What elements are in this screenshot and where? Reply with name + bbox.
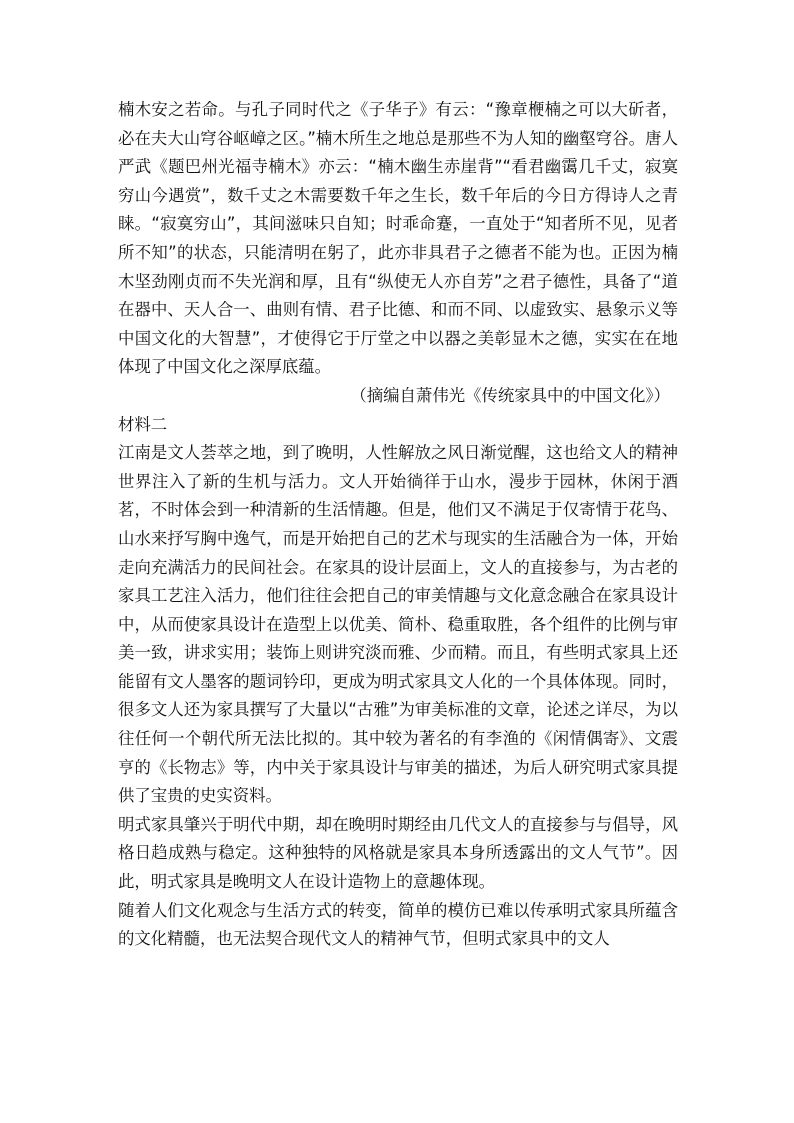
source-note: （摘编自萧伟光《传统家具中的中国文化》） [350,385,670,405]
document-page [118,96,678,954]
paragraph-mingshi: 明式家具肇兴于明代中期，却在晚明时期经由几代文人的直接参与与倡导，风格日趋成熟与稳定。这种独特的风格就是家具本身所透露出的文人气节”。因此，明式家具是晚明文人在设计造物上的意趣体现。 [118,814,678,892]
paragraph-modern: 随着人们文化观念与生活方式的转变，简单的模仿已难以传承明式家具所蕴含的文化精髓，也无法契合现代文人的精神气节，但明式家具中的文人 [118,900,678,949]
paragraph-jiangnan: 江南是文人荟萃之地，到了晚明，人性解放之风日渐觉醒，这也给文人的精神世界注入了新的生机与活力。文人开始徜徉于山水，漫步于园林，休闲于酒茗，不时体会到一种清新的生活情趣。但是，他们又不满足于仅寄情于花鸟、山水来抒写胸中逸气，而是开始把自己的艺术与现实的生活融合为一体，开始走向充满活力的民间社会。在家具的设计层面上，文人的直接参与，为古老的家具工艺注入活力，他们往往会把自己的审美情趣与文化意念融合在家具设计中，从而使家具设计在造型上以优美、简朴、稳重取胜，各个组件的比例与审美一致，讲求实用；装饰上则讲究淡而雅、少而精。而且，有些明式家具上还能留有文人墨客的题词钤印，更成为明式家具文人化的一个具体体现。同时，很多文人还为家具撰写了大量以“古雅”为审美标准的文章，论述之详尽，为以往任何一个朝代所无法比拟的。其中较为著名的有李渔的《闲情偶寄》、文震亨的《长物志》等，内中关于家具设计与审美的描述，为后人研究明式家具提供了宝贵的史实资料。 [118,443,678,806]
paragraph-nanmu: 楠木安之若命。与孔子同时代之《子华子》有云：“豫章楩楠之可以大斫者，必在夫大山穹谷岖嶂之区。”楠木所生之地总是那些不为人知的幽壑穹谷。唐人严武《题巴州光福寺楠木》亦云：“楠木幽生赤崖背”“看君幽霭几千丈，寂寞穷山今遇赏”，数千丈之木需要数千年之生长，数千年后的今日方得诗人之青睐。“寂寞穷山”，其间滋味只自知；时乖命蹇，一直处于“知者所不见，见者所不知”的状态，只能清明在躬了，此亦非具君子之德者不能为也。正因为楠木坚劲刚贞而不失光润和厚，且有“纵使无人亦自芳”之君子德性，具备了“道在器中、天人合一、曲则有情、君子比德、和而不同、以虚致实、悬象示义等中国文化的大智慧”，才使得它于厅堂之中以器之美彰显木之德，实实在在地体现了中国文化之深厚底蕴。 [118,100,678,377]
section-heading: 材料二 [118,414,168,434]
